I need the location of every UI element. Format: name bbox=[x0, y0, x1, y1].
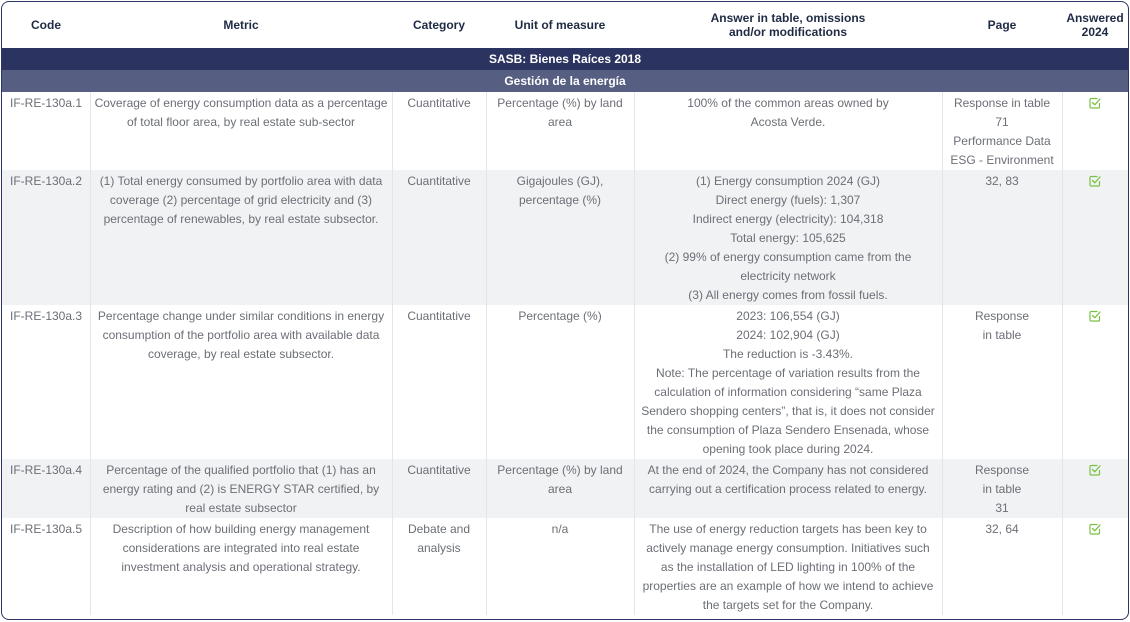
cell-answered bbox=[1062, 305, 1128, 459]
standard-title: SASB: Bienes Raíces 2018 bbox=[2, 48, 1128, 70]
page-line: 32, 64 bbox=[985, 522, 1019, 536]
sasb-energy-table bbox=[2, 2, 1128, 615]
page-line: Performance Data bbox=[953, 134, 1051, 148]
check-square-icon bbox=[1089, 97, 1101, 109]
cell-answered bbox=[1062, 170, 1128, 305]
table-row bbox=[2, 92, 1128, 170]
cell-category: Cuantitative bbox=[392, 170, 486, 305]
page-line: Response bbox=[974, 309, 1030, 323]
header-answered bbox=[1062, 2, 1128, 48]
table-row bbox=[2, 459, 1128, 518]
cell-category: Cuantitative bbox=[392, 459, 486, 518]
header-metric: Metric bbox=[223, 18, 259, 32]
answer-line: (3) All energy comes from fossil fuels. bbox=[688, 288, 888, 302]
cell-answered bbox=[1062, 518, 1128, 615]
header-answer-line1: Answer in table, omissions bbox=[710, 11, 866, 25]
answer-line: (1) Energy consumption 2024 (GJ) bbox=[695, 174, 881, 188]
answer-line: properties are an example of how we intend to achieve bbox=[642, 579, 934, 593]
answer-line: Note: The percentage of variation results from the bbox=[656, 366, 920, 380]
topic-title: Gestión de la energía bbox=[2, 70, 1128, 92]
answer-line: (2) 99% of energy consumption came from the bbox=[664, 250, 912, 264]
table-row bbox=[2, 305, 1128, 459]
cell-page bbox=[942, 305, 1062, 459]
answer-line: the consumption of Plaza Sendero Ensenada, whose bbox=[646, 423, 930, 437]
cell-metric: Description of how building energy management considerations are integrated into real estate investment analysis and operational strategy. bbox=[90, 518, 392, 615]
cell-category: Debate and analysis bbox=[392, 518, 486, 615]
standard-band bbox=[2, 48, 1128, 70]
cell-unit: Percentage (%) by land area bbox=[486, 459, 634, 518]
cell-answered bbox=[1062, 459, 1128, 518]
answer-line: the targets set for the Company. bbox=[702, 598, 874, 612]
answer-line: Direct energy (fuels): 1,307 bbox=[715, 193, 861, 207]
page-line: 31 bbox=[995, 501, 1009, 515]
cell-code: IF-RE-130a.5 bbox=[10, 522, 83, 536]
cell-unit: Percentage (%) by land area bbox=[486, 92, 634, 170]
header-code: Code bbox=[31, 18, 61, 32]
answer-line: 100% of the common areas owned by bbox=[687, 96, 889, 110]
page-line: Response in table bbox=[953, 96, 1051, 110]
answer-line: calculation of information considering “same Plaza bbox=[654, 385, 922, 399]
cell-unit: Gigajoules (GJ), percentage (%) bbox=[486, 170, 634, 305]
check-square-icon bbox=[1089, 464, 1101, 476]
header-answer-line2: and/or modifications bbox=[728, 25, 847, 39]
answer-line: actively manage energy consumption. Initiatives such bbox=[646, 541, 930, 555]
answer-line: opening took place during 2024. bbox=[702, 442, 874, 456]
header-category: Category bbox=[412, 18, 465, 32]
header-answer bbox=[634, 2, 942, 48]
page-line: 32, 83 bbox=[985, 174, 1019, 188]
cell-unit: Percentage (%) bbox=[486, 305, 634, 459]
cell-metric: Percentage of the qualified portfolio that (1) has an energy rating and (2) is ENERGY STAR certified, by real estate subsector bbox=[90, 459, 392, 518]
sasb-table-panel bbox=[1, 1, 1129, 620]
cell-answer bbox=[634, 305, 942, 459]
answer-line: At the end of 2024, the Company has not considered bbox=[647, 463, 929, 477]
cell-answer bbox=[634, 459, 942, 518]
page-line: 71 bbox=[995, 115, 1009, 129]
page-line: Response bbox=[974, 463, 1030, 477]
header-answered-line1: Answered bbox=[1066, 11, 1124, 25]
cell-metric: (1) Total energy consumed by portfolio area with data coverage (2) percentage of grid electricity and (3) percentage of renewables, by real estate subsector. bbox=[90, 170, 392, 305]
answer-line: The use of energy reduction targets has been key to bbox=[649, 522, 927, 536]
header-answered-line2: 2024 bbox=[1081, 25, 1109, 39]
answer-line: 2023: 106,554 (GJ) bbox=[736, 309, 840, 323]
page-line: in table bbox=[982, 328, 1022, 342]
answer-line: Total energy: 105,625 bbox=[730, 231, 846, 245]
cell-answer bbox=[634, 170, 942, 305]
cell-page bbox=[942, 518, 1062, 615]
answer-line: Acosta Verde. bbox=[750, 115, 826, 129]
answer-line: The reduction is -3.43%. bbox=[722, 347, 854, 361]
cell-page bbox=[942, 170, 1062, 305]
header-row bbox=[2, 2, 1128, 48]
answer-line: Indirect energy (electricity): 104,318 bbox=[692, 212, 884, 226]
cell-metric: Coverage of energy consumption data as a percentage of total floor area, by real estate sub-sector bbox=[90, 92, 392, 170]
check-square-icon bbox=[1089, 310, 1101, 322]
table-row bbox=[2, 170, 1128, 305]
topic-band bbox=[2, 70, 1128, 92]
cell-code: IF-RE-130a.1 bbox=[10, 96, 83, 110]
cell-answered bbox=[1062, 92, 1128, 170]
cell-category: Cuantitative bbox=[392, 305, 486, 459]
answer-line: Sendero shopping centers”, that is, it does not consider bbox=[641, 404, 935, 418]
header-page: Page bbox=[987, 18, 1017, 32]
answer-line: electricity network bbox=[740, 269, 836, 283]
page-line: in table bbox=[982, 482, 1022, 496]
cell-unit: n/a bbox=[486, 518, 634, 615]
answer-line: as the installation of LED lighting in 100% of the bbox=[660, 560, 916, 574]
table-row bbox=[2, 518, 1128, 615]
cell-page bbox=[942, 92, 1062, 170]
page-line: ESG - Environment bbox=[950, 153, 1054, 167]
check-square-icon bbox=[1089, 523, 1101, 535]
cell-code: IF-RE-130a.4 bbox=[2, 459, 90, 518]
answer-line: carrying out a certification process related to energy. bbox=[649, 482, 927, 496]
answer-line: 2024: 102,904 (GJ) bbox=[736, 328, 840, 342]
cell-code: IF-RE-130a.3 bbox=[10, 309, 83, 323]
cell-code: IF-RE-130a.2 bbox=[2, 170, 90, 305]
cell-page bbox=[942, 459, 1062, 518]
header-unit: Unit of measure bbox=[514, 18, 606, 32]
cell-category: Cuantitative bbox=[392, 92, 486, 170]
cell-answer bbox=[634, 518, 942, 615]
check-square-icon bbox=[1089, 175, 1101, 187]
cell-metric: Percentage change under similar conditions in energy consumption of the portfolio area with available data coverage, by real estate subsector. bbox=[90, 305, 392, 459]
cell-answer bbox=[634, 92, 942, 170]
